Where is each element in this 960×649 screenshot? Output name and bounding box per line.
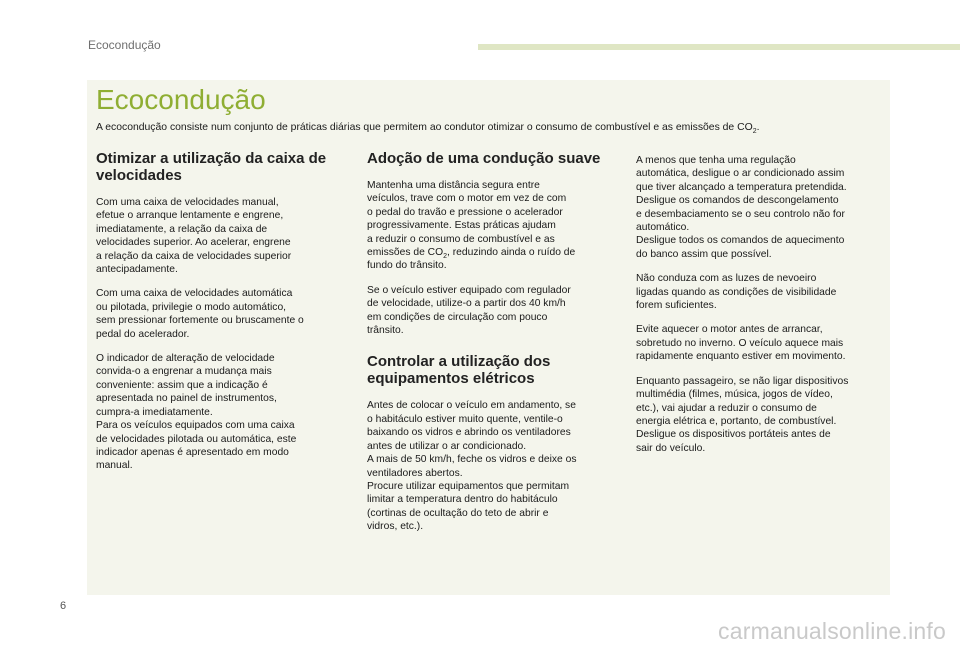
paragraph: Com uma caixa de velocidades automática ou pilotada, privilegie o modo automático, sem pressionar fortemente ou bruscamente o pedal do acelerador. <box>96 288 304 340</box>
intro-text <box>96 121 886 134</box>
paragraph-part: , reduzindo ainda o ruído de fundo do trânsito. <box>367 247 576 272</box>
paragraph <box>367 179 615 273</box>
column-2 <box>367 150 615 545</box>
section-header: Ecocondução <box>88 38 161 52</box>
intro-end: . <box>756 122 760 133</box>
paragraph: Não conduza com as luzes de nevoeiro ligadas quando as condições de visibilidade forem suficientes. <box>636 273 837 312</box>
co2-sub: 2 <box>443 253 448 261</box>
column-1 <box>96 150 346 484</box>
page-number: 6 <box>60 600 67 612</box>
paragraph: Evite aquecer o motor antes de arrancar, sobretudo no inverno. O veículo aquece mais rapidamente enquanto estiver em movimento. <box>636 324 846 363</box>
paragraph: Antes de colocar o veículo em andamento, se o habitáculo estiver muito quente, ventile-o baixando os vidros e abrindo os ventiladores antes de utilizar o ar condicionado. A mais de 50 km/h, feche os vidros e deixe os ventiladores abertos. Procure utilizar equipamentos que permitam limitar a temperatura dentro do habitáculo (cortinas de ocultação do teto de abrir e vidros, etc.). <box>367 400 577 533</box>
heading-electrical: Controlar a utilização dos equipamentos elétricos <box>367 353 551 388</box>
paragraph: Se o veículo estiver equipado com regulador de velocidade, utilize-o a partir dos 40 km/h em condições de circulação com pouco trânsito. <box>367 284 571 337</box>
page-title: Ecocondução <box>96 84 266 115</box>
heading-smooth-driving: Adoção de uma condução suave <box>367 150 601 167</box>
column-3 <box>636 154 886 466</box>
paragraph: A menos que tenha uma regulação automática, desligue o ar condicionado assim que tiver alcançado a temperatura pretendida. Desligue os comandos de descongelamento e desembaciamento se o seu controlo não for automático. Desligue todos os comandos de aquecimento do banco assim que possível. <box>636 155 847 260</box>
paragraph: O indicador de alteração de velocidade convida-o a engrenar a mudança mais conveniente: assim que a indicação é apresentada no painel de instrumentos, cumpra-a imediatamente. Para os veículos equipados com uma caixa de velocidades pilotada ou automática, este indicador apenas é apresentado em modo manual. <box>96 353 297 472</box>
paragraph-part: Mantenha uma distância segura entre veículos, trave com o motor em vez de com o pedal do travão e pressione o acelerador progressivamente. Estas práticas ajudam a reduzir o consumo de combustível e as emissões de CO <box>367 180 567 259</box>
paragraph: Com uma caixa de velocidades manual, efetue o arranque lentamente e engrene, imediatamente, a relação da caixa de velocidades superior. Ao acelerar, engrene a relação da caixa de velocidades superior antecipadamente. <box>96 197 292 276</box>
intro-main: A ecocondução consiste num conjunto de práticas diárias que permitem ao condutor otimizar o consumo de combustível e as emissões de CO <box>96 122 753 133</box>
header-bar <box>478 44 960 50</box>
intro-sub: 2 <box>752 128 757 136</box>
watermark: carmanualsonline.info <box>718 618 946 644</box>
paragraph: Enquanto passageiro, se não ligar dispositivos multimédia (filmes, música, jogos de vídeo, etc.), vai ajudar a reduzir o consumo de energia elétrica e, portanto, de combustível. Desligue os dispositivos portáteis antes de sair do veículo. <box>636 375 849 454</box>
heading-gearbox: Otimizar a utilização da caixa de velocidades <box>96 150 327 184</box>
